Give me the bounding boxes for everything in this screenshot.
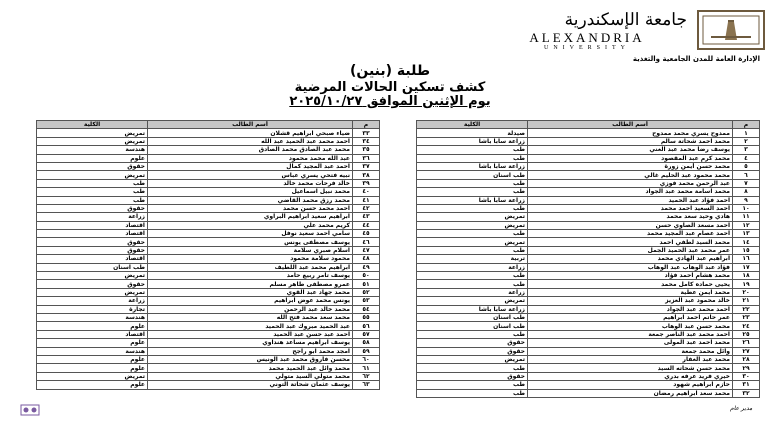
student-name: كريم محمد علي	[148, 221, 353, 229]
student-faculty: هندسة	[37, 347, 148, 355]
student-name: احمد عصام عبد المجيد محمد	[528, 230, 733, 238]
row-number: ٥٩	[353, 347, 380, 355]
student-name: محمد سعد محمد فتح الله	[148, 313, 353, 321]
student-faculty: طب	[417, 204, 528, 212]
student-faculty: طب اسنان	[417, 322, 528, 330]
student-name: امجد محمد ابو راجح	[148, 347, 353, 355]
row-number: ١٧	[733, 263, 760, 271]
student-name: عمر حاتم احمد ابراهيم	[528, 313, 733, 321]
table-row	[417, 364, 760, 372]
row-number: ١٨	[733, 272, 760, 280]
student-faculty: علوم	[37, 322, 148, 330]
table-row	[417, 381, 760, 389]
student-faculty: طب	[417, 330, 528, 338]
row-number: ٣٢	[733, 389, 760, 397]
student-faculty: حقوق	[417, 339, 528, 347]
table-row	[37, 188, 380, 196]
row-number: ١٦	[733, 255, 760, 263]
table-row	[417, 255, 760, 263]
row-number: ٢٥	[733, 330, 760, 338]
student-faculty: زراعة سابا باشا	[417, 305, 528, 313]
student-faculty: تمريض	[37, 272, 148, 280]
student-faculty: اقتصاد	[37, 221, 148, 229]
row-number: ٤٢	[353, 204, 380, 212]
student-faculty: طب	[417, 188, 528, 196]
student-faculty: حقوق	[37, 204, 148, 212]
student-name: يحيى حماده كامل محمد	[528, 280, 733, 288]
table-row	[37, 280, 380, 288]
row-number: ١٠	[733, 204, 760, 212]
university-name-arabic: جامعة الإسكندرية	[564, 10, 687, 30]
table-row	[37, 162, 380, 170]
row-number: ٣٠	[733, 372, 760, 380]
student-name: فؤاد عبد الوهاب عبد الوهاب	[528, 263, 733, 271]
row-number: ٢٣	[733, 313, 760, 321]
student-name: يوسف رضا محمد عبد الغني	[528, 146, 733, 154]
student-name: محمد متولي السيد متولي	[148, 372, 353, 380]
table-row	[417, 204, 760, 212]
student-name: محمد هشام احمد فؤاد	[528, 272, 733, 280]
table-row	[417, 230, 760, 238]
student-name: محمد السيد لطفي احمد	[528, 238, 733, 246]
student-name: احمد محمد عبد الحميد عبد الله	[148, 137, 353, 145]
row-number: ٤٥	[353, 230, 380, 238]
student-faculty: زراعة	[37, 297, 148, 305]
table-row	[37, 179, 380, 187]
column-header-name: أسم الطالب	[148, 121, 353, 129]
row-number: ٣٧	[353, 162, 380, 170]
student-name: احمد عبد المجيد كمال	[148, 162, 353, 170]
student-name: محمد ايمن عطية	[528, 288, 733, 296]
table-row	[37, 381, 380, 389]
student-name: محمود سلامة محمود	[148, 255, 353, 263]
row-number: ٢٨	[733, 355, 760, 363]
row-number: ٦١	[353, 364, 380, 372]
student-faculty: حقوق	[417, 372, 528, 380]
table-row	[37, 221, 380, 229]
table-row	[417, 162, 760, 170]
table-row	[37, 272, 380, 280]
student-faculty: تمريض	[417, 213, 528, 221]
student-name: نبيه فتحي يسري عباس	[148, 171, 353, 179]
table-row	[417, 355, 760, 363]
student-name: خالد فرحات محمد خالد	[148, 179, 353, 187]
table-row	[37, 171, 380, 179]
row-number: ٦٣	[353, 381, 380, 389]
row-number: ٤٠	[353, 188, 380, 196]
student-name: خالد محمود عبد العزيز	[528, 297, 733, 305]
student-name: هادي وحيد سعد محمد	[528, 213, 733, 221]
student-faculty: حقوق	[37, 162, 148, 170]
student-name: اسلام صبري سلامة	[148, 246, 353, 254]
university-subname-english: UNIVERSITY	[544, 45, 630, 51]
student-name: خيري فريد عرفه بدري	[528, 372, 733, 380]
student-name: ابراهيم محمد عبد اللطيف	[148, 263, 353, 271]
student-faculty: تمريض	[417, 221, 528, 229]
table-row	[417, 339, 760, 347]
table-row	[37, 263, 380, 271]
table-row	[417, 322, 760, 330]
table-row	[37, 313, 380, 321]
student-faculty: زراعة	[417, 263, 528, 271]
student-name: احمد محمد حسن محمد	[148, 204, 353, 212]
student-faculty: طب	[417, 364, 528, 372]
student-name: محمد حسن عبد الوهاب	[528, 322, 733, 330]
student-faculty: هندسة	[37, 313, 148, 321]
row-number: ٥٤	[353, 305, 380, 313]
table-row	[417, 347, 760, 355]
table-row	[417, 246, 760, 254]
table-row	[417, 196, 760, 204]
student-faculty: طب	[417, 389, 528, 397]
student-faculty: زراعة	[37, 213, 148, 221]
student-name: احمد مسعد الصاوي حسن	[528, 221, 733, 229]
row-number: ٦	[733, 171, 760, 179]
row-number: ٣٩	[353, 179, 380, 187]
row-number: ١١	[733, 213, 760, 221]
table-row	[37, 339, 380, 347]
row-number: ٥٣	[353, 297, 380, 305]
row-number: ٢٧	[733, 347, 760, 355]
table-row	[37, 129, 380, 137]
lighthouse-emblem-icon	[701, 14, 761, 46]
student-faculty: طب	[417, 272, 528, 280]
table-row	[37, 330, 380, 338]
student-name: ابراهيم عبد الهادي محمد	[528, 255, 733, 263]
student-faculty: زراعة سابا باشا	[417, 137, 528, 145]
student-name: احمد محمد عبد الجواد	[528, 305, 733, 313]
table-row	[417, 272, 760, 280]
student-name: محمد اسامة محمد عبد الجواد	[528, 188, 733, 196]
table-row	[37, 322, 380, 330]
row-number: ٤٤	[353, 221, 380, 229]
student-name: ممدوح يسري محمد ممدوح	[528, 129, 733, 137]
student-faculty: تمريض	[37, 129, 148, 137]
student-faculty: طب اسنان	[37, 263, 148, 271]
row-number: ٤٨	[353, 255, 380, 263]
student-name: محمد جهاد عبد القوي	[148, 288, 353, 296]
row-number: ٣٤	[353, 137, 380, 145]
student-faculty: تمريض	[37, 171, 148, 179]
student-name: سامي احمد سعيد نوفل	[148, 230, 353, 238]
row-number: ١٣	[733, 230, 760, 238]
row-number: ٥٨	[353, 339, 380, 347]
date-line: يوم الإثنين الموافق ٢٠٢٥/١٠/٢٧	[289, 94, 491, 109]
row-number: ٥٧	[353, 330, 380, 338]
student-faculty: طب	[37, 179, 148, 187]
student-faculty: طب اسنان	[417, 313, 528, 321]
row-number: ٤	[733, 154, 760, 162]
student-faculty: صيدلة	[417, 129, 528, 137]
table-row	[417, 146, 760, 154]
student-name: حازم ابراهيم شهود	[528, 381, 733, 389]
table-row	[417, 305, 760, 313]
student-name: ضياء صبحي ابراهيم قشلان	[148, 129, 353, 137]
row-number: ٤٧	[353, 246, 380, 254]
row-number: ١	[733, 129, 760, 137]
table-row	[417, 137, 760, 145]
table-row	[417, 238, 760, 246]
row-number: ١٢	[733, 221, 760, 229]
footer-emblem-icon	[20, 404, 40, 416]
student-name: محمد حسن أيمن زورة	[528, 162, 733, 170]
table-row	[417, 263, 760, 271]
student-name: عبد الله محمد محمود	[148, 154, 353, 162]
row-number: ٦٢	[353, 372, 380, 380]
student-name: يوسف عثمان شحاتة التوني	[148, 381, 353, 389]
student-name: وائل محمد جمعة	[528, 347, 733, 355]
student-name: احمد فؤاد عبد الحميد	[528, 196, 733, 204]
student-faculty: هندسة	[37, 146, 148, 154]
student-name: محمد كرم عبد المقصود	[528, 154, 733, 162]
student-name: محمد سعد ابراهيم رمضان	[528, 389, 733, 397]
student-name: محمد وائل عبد الحميد محمد	[148, 364, 353, 372]
row-number: ٥٦	[353, 322, 380, 330]
student-faculty: علوم	[37, 381, 148, 389]
table-row	[417, 313, 760, 321]
student-faculty: علوم	[37, 355, 148, 363]
row-number: ٥٠	[353, 272, 380, 280]
student-name: محمد محمود عبد الحليم غالي	[528, 171, 733, 179]
student-name: يوسف مصطفى يونس	[148, 238, 353, 246]
student-faculty: طب	[417, 146, 528, 154]
student-faculty: اقتصاد	[37, 255, 148, 263]
table-row	[37, 288, 380, 296]
column-header-faculty: الكلية	[37, 121, 148, 129]
table-row	[37, 196, 380, 204]
table-row	[37, 204, 380, 212]
student-faculty: تمريض	[37, 137, 148, 145]
student-name: يونس محمد عوض ابراهيم	[148, 297, 353, 305]
column-header-name: أسم الطالب	[528, 121, 733, 129]
table-row	[417, 129, 760, 137]
student-faculty: اقتصاد	[37, 230, 148, 238]
row-number: ٢٦	[733, 339, 760, 347]
student-faculty: طب	[417, 246, 528, 254]
students-table-right	[416, 120, 760, 398]
student-name: ابراهيم سعيد ابراهيم البراوي	[148, 213, 353, 221]
student-name: محسن فاروق محمد عبد الونيس	[148, 355, 353, 363]
student-faculty: حقوق	[417, 347, 528, 355]
footer-signature: مدير عام	[730, 405, 753, 412]
row-number: ٢٢	[733, 305, 760, 313]
row-number: ٥	[733, 162, 760, 170]
table-row	[37, 137, 380, 145]
row-number: ٥٥	[353, 313, 380, 321]
table-row	[417, 213, 760, 221]
table-row	[37, 355, 380, 363]
student-faculty: زراعة سابا باشا	[417, 196, 528, 204]
table-row	[37, 255, 380, 263]
student-name: عمر محمد عبد الحميد الجمل	[528, 246, 733, 254]
student-faculty: حقوق	[37, 238, 148, 246]
student-faculty: طب اسنان	[417, 171, 528, 179]
table-row	[417, 372, 760, 380]
student-faculty: علوم	[37, 364, 148, 372]
row-number: ١٥	[733, 246, 760, 254]
row-number: ٣٨	[353, 171, 380, 179]
student-name: محمد رزق محمد القاضي	[148, 196, 353, 204]
student-faculty: تمريض	[417, 297, 528, 305]
row-number: ٢٤	[733, 322, 760, 330]
row-number: ٣	[733, 146, 760, 154]
university-name-english: ALEXANDRIA	[529, 30, 645, 45]
student-name: محمد عبد الصادق محمد الصادق	[148, 146, 353, 154]
student-faculty: طب	[417, 230, 528, 238]
student-name: محمد عبد الغفار	[528, 355, 733, 363]
student-faculty: طب	[417, 154, 528, 162]
row-number: ٣٣	[353, 129, 380, 137]
table-row	[37, 230, 380, 238]
students-table-left	[36, 120, 380, 390]
student-faculty: علوم	[37, 339, 148, 347]
row-number: ٣٦	[353, 154, 380, 162]
row-number: ٥٢	[353, 288, 380, 296]
table-row	[37, 347, 380, 355]
row-number: ٤٣	[353, 213, 380, 221]
table-row	[37, 305, 380, 313]
table-header-row	[417, 121, 760, 129]
row-number: ٧	[733, 179, 760, 187]
table-row	[417, 297, 760, 305]
row-number: ٣٥	[353, 146, 380, 154]
row-number: ٢١	[733, 297, 760, 305]
column-header-faculty: الكلية	[417, 121, 528, 129]
student-faculty: تمريض	[417, 355, 528, 363]
row-number: ١٤	[733, 238, 760, 246]
row-number: ١٩	[733, 280, 760, 288]
row-number: ٢	[733, 137, 760, 145]
student-faculty: تجارة	[37, 305, 148, 313]
student-faculty: تمريض	[37, 372, 148, 380]
student-name: عمرو مصطفى طاهر مسلم	[148, 280, 353, 288]
row-number: ٢٠	[733, 288, 760, 296]
student-faculty: علوم	[37, 154, 148, 162]
student-name: محمد احمد عبد المولى	[528, 339, 733, 347]
table-header-row	[37, 121, 380, 129]
table-row	[417, 154, 760, 162]
student-name: احمد عبد حسن عبد الحميد	[148, 330, 353, 338]
university-logo	[697, 10, 765, 50]
table-row	[417, 280, 760, 288]
student-name: يوسف ابراهيم مساعد هنداوي	[148, 339, 353, 347]
row-number: ٤١	[353, 196, 380, 204]
student-faculty: زراعة	[417, 288, 528, 296]
table-row	[37, 246, 380, 254]
table-row	[37, 213, 380, 221]
student-faculty: طب	[417, 280, 528, 288]
table-row	[417, 188, 760, 196]
column-header-number: م	[353, 121, 380, 129]
student-name: احمد السعيد احمد محمد	[528, 204, 733, 212]
table-row	[417, 389, 760, 397]
table-row	[37, 146, 380, 154]
student-faculty: حقوق	[37, 246, 148, 254]
student-faculty: طب	[417, 179, 528, 187]
student-name: محمد حسن شحاته السيد	[528, 364, 733, 372]
table-row	[37, 364, 380, 372]
table-row	[37, 372, 380, 380]
student-name: عبد الرحمن محمد فوزي	[528, 179, 733, 187]
table-row	[37, 154, 380, 162]
row-number: ٣١	[733, 381, 760, 389]
row-number: ٩	[733, 196, 760, 204]
student-name: محمد احمد شحاتة سالم	[528, 137, 733, 145]
table-row	[417, 288, 760, 296]
page-subtitle: كشف تسكين الحالات المرضية	[294, 80, 486, 95]
student-faculty: تمريض	[417, 238, 528, 246]
page-title: طلبة (بنين)	[349, 63, 431, 79]
table-row	[417, 179, 760, 187]
student-faculty: طب	[37, 188, 148, 196]
row-number: ٥١	[353, 280, 380, 288]
student-faculty: زراعة سابا باشا	[417, 162, 528, 170]
student-name: محمد نبيل اسماعيل	[148, 188, 353, 196]
student-faculty: تربية	[417, 255, 528, 263]
student-faculty: طب	[37, 196, 148, 204]
student-name: احمد محمد عبد الناصر جمعة	[528, 330, 733, 338]
student-faculty: تمريض	[37, 288, 148, 296]
column-header-number: م	[733, 121, 760, 129]
student-name: عبد الحميد مبروك عبد الحميد	[148, 322, 353, 330]
table-row	[37, 297, 380, 305]
student-faculty: اقتصاد	[37, 330, 148, 338]
row-number: ٨	[733, 188, 760, 196]
row-number: ٦٠	[353, 355, 380, 363]
table-row	[417, 171, 760, 179]
row-number: ٤٩	[353, 263, 380, 271]
row-number: ٤٦	[353, 238, 380, 246]
student-faculty: حقوق	[37, 280, 148, 288]
student-name: يوسف تامر ربيع حامد	[148, 272, 353, 280]
table-row	[417, 330, 760, 338]
student-faculty: طب	[417, 381, 528, 389]
student-name: محمد خالد عبد الرحمن	[148, 305, 353, 313]
table-row	[417, 221, 760, 229]
row-number: ٢٩	[733, 364, 760, 372]
administration-name: الإدارة العامة للمدن الجامعية والتغذية	[632, 55, 760, 63]
table-row	[37, 238, 380, 246]
